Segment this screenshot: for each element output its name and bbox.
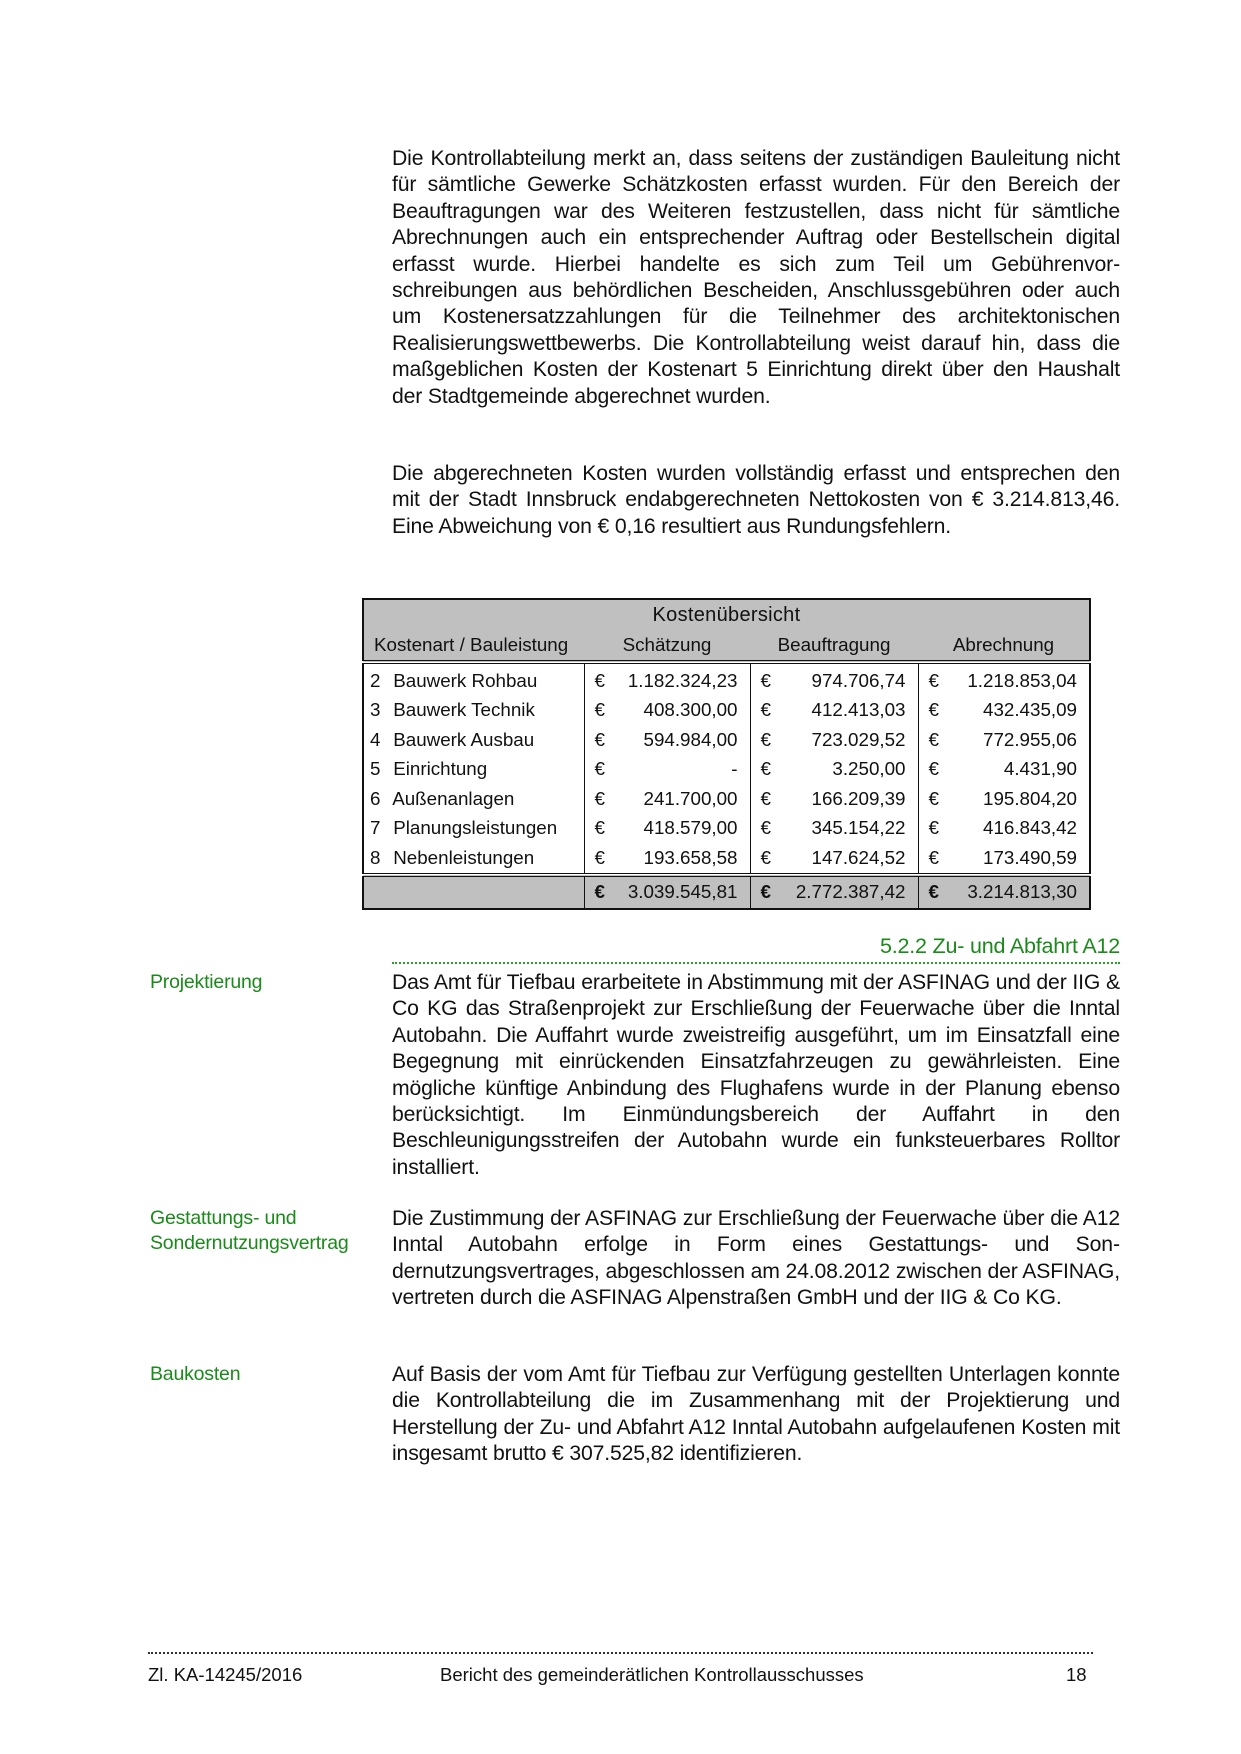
total-abrechnung: € 3.214.813,30: [918, 875, 1090, 909]
beauftragung-value: 147.624,52: [811, 846, 906, 868]
kostenart-label: Planungsleistungen: [393, 817, 558, 839]
euro-sign: €: [928, 881, 939, 902]
beauftragung-value: 166.209,39: [811, 787, 906, 809]
schaetzung-cell: [584, 662, 750, 696]
kostenart-number: 2: [370, 669, 381, 691]
kostenart-label: Bauwerk Rohbau: [393, 669, 538, 691]
kostenart-number: 7: [370, 817, 381, 839]
margin-label-baukosten: Baukosten: [150, 1363, 241, 1385]
abrechnung-value: 4.431,90: [1003, 758, 1077, 780]
kostenart-number: 4: [370, 728, 381, 750]
kostenart-label: Bauwerk Ausbau: [393, 728, 535, 750]
euro-sign: €: [594, 881, 605, 902]
abrechnung-value: 173.490,59: [983, 846, 1077, 868]
kostenart-cell: [363, 784, 584, 814]
abrechnung-cell: [918, 814, 1090, 844]
section-heading: 5.2.2 Zu- und Abfahrt A12: [879, 934, 1120, 958]
abrechnung-value: 416.843,42: [983, 817, 1077, 839]
euro-sign: €: [594, 728, 605, 750]
schaetzung-cell: [584, 696, 750, 726]
euro-sign: €: [928, 846, 939, 868]
section-divider: [392, 962, 1120, 964]
euro-sign: €: [760, 881, 771, 902]
abrechnung-cell: [918, 755, 1090, 785]
beauftragung-value: 345.154,22: [811, 817, 906, 839]
kostenart-label: Einrichtung: [393, 758, 488, 780]
table-row: [363, 725, 1090, 755]
abrechnung-value: 772.955,06: [983, 728, 1077, 750]
euro-sign: €: [760, 699, 771, 721]
footer-title: Bericht des gemeinderätlichen Kontrollausschusses: [440, 1664, 864, 1685]
table-row: [363, 843, 1090, 875]
schaetzung-cell: [584, 784, 750, 814]
kostenart-label: Nebenleistungen: [393, 846, 535, 868]
margin-label-gestattungsvertrag: Gestattungs- und Sondernutzungsvertrag: [150, 1207, 349, 1254]
beauftragung-cell: [750, 814, 918, 844]
beauftragung-value: 723.029,52: [811, 728, 906, 750]
abrechnung-cell: [918, 725, 1090, 755]
table-title-row: [363, 599, 1090, 630]
euro-sign: €: [594, 699, 605, 721]
table-title: Kostenübersicht: [363, 599, 1090, 630]
beauftragung-value: 3.250,00: [832, 758, 906, 780]
total-label-cell: [363, 875, 584, 909]
euro-sign: €: [760, 817, 771, 839]
euro-sign: €: [928, 787, 939, 809]
kostenart-number: 3: [370, 699, 381, 721]
column-header-abrechnung: Abrechnung: [918, 630, 1090, 662]
beauftragung-cell: [750, 696, 918, 726]
euro-sign: €: [594, 787, 605, 809]
column-header-beauftragung: Beauftragung: [750, 630, 918, 662]
paragraph-kontrollabteilung-anmerkung: Die Kontrollabteilung merkt an, dass seitens der zuständigen Bauleitung nicht für sämtliche Gewerke Schätzkosten erfasst wurden. Für den Bereich der Beauftragungen war des Weiteren festzustellen, dass nicht für sämtliche Abrechnungen auch ein entsprechender Auftrag oder Bestellschein digital erfasst wurde. Hierbei handelte es sich zum Teil um Gebührenvor-schreibungen aus behördlichen Bescheiden, Anschlussgebühren oder auch um Kostenersatzzahlungen für die Teilnehmer des architektonischen Realisierungswettbewerbs. Die Kontrollabteilung weist darauf hin, dass die maßgeblichen Kosten der Kostenart 5 Einrichtung direkt über den Haushalt der Stadtgemeinde abgerechnet wurden.: [392, 147, 1120, 408]
kostenart-cell: [363, 696, 584, 726]
kostenart-number: 6: [370, 787, 381, 809]
table-row: [363, 696, 1090, 726]
kostenart-cell: [363, 725, 584, 755]
table-total-row: [363, 875, 1090, 909]
euro-sign: €: [928, 669, 939, 691]
schaetzung-cell: [584, 755, 750, 785]
kostenart-label: Bauwerk Technik: [393, 699, 535, 721]
beauftragung-cell: [750, 725, 918, 755]
euro-sign: €: [928, 758, 939, 780]
beauftragung-value: 412.413,03: [811, 699, 906, 721]
table-row: [363, 814, 1090, 844]
schaetzung-value: 594.984,00: [643, 728, 738, 750]
euro-sign: €: [928, 817, 939, 839]
paragraph-abgerechnete-kosten: Die abgerechneten Kosten wurden vollständig erfasst und entsprechen den mit der Stadt Innsbruck endabgerechneten Nettokosten von € 3.214.813,46. Eine Abweichung von € 0,16 resultiert aus Rundungsfehlern.: [392, 462, 1120, 538]
beauftragung-cell: [750, 784, 918, 814]
kostenart-label: Außenanlagen: [392, 787, 515, 809]
kostenart-cell: [363, 755, 584, 785]
euro-sign: €: [760, 758, 771, 780]
table-header-row: [363, 630, 1090, 662]
total-schaetzung: € 3.039.545,81: [584, 875, 750, 909]
schaetzung-cell: [584, 725, 750, 755]
abrechnung-value: 432.435,09: [983, 699, 1077, 721]
abrechnung-value: 1.218.853,04: [967, 669, 1077, 691]
schaetzung-cell: [584, 843, 750, 875]
euro-sign: €: [594, 758, 605, 780]
kostenart-number: 8: [370, 846, 381, 868]
schaetzung-value: 408.300,00: [643, 699, 738, 721]
footer-page-number: 18: [1066, 1664, 1087, 1685]
beauftragung-value: 974.706,74: [811, 669, 906, 691]
footer-divider: [148, 1652, 1093, 1654]
euro-sign: €: [760, 846, 771, 868]
euro-sign: €: [928, 728, 939, 750]
abrechnung-cell: [918, 784, 1090, 814]
paragraph-gestattungsvertrag: Die Zustimmung der ASFINAG zur Erschließung der Feuerwache über die A12 Inntal Autobahn erfolge in Form eines Gestattungs- und Sondernutzungsvertrages, abgeschlossen am 24.08.2012 zwischen der ASFINAG, vertreten durch die ASFINAG Alpenstraßen GmbH und der IIG & Co KG.: [392, 1207, 1120, 1310]
paragraph-projektierung: Das Amt für Tiefbau erarbeitete in Abstimmung mit der ASFINAG und der IIG & Co KG das Straßenprojekt zur Erschließung der Feuerwache über die Inntal Autobahn. Die Auffahrt wurde zweistreifig ausgeführt, um im Einsatzfall eine Begegnung mit einrückenden Einsatzfahrzeugen zu gewährleisten. Eine mögliche künftige Anbindung des Flughafens wurde in der Planung ebenso berücksichtigt. Im Einmündungsbereich der Auffahrt in den Beschleunigungsstreifen der Autobahn wurde ein funksteuerbares Rolltor installiert.: [392, 971, 1120, 1179]
kostenart-number: 5: [370, 758, 381, 780]
beauftragung-cell: [750, 843, 918, 875]
table-row: [363, 755, 1090, 785]
abrechnung-cell: [918, 696, 1090, 726]
abrechnung-cell: [918, 843, 1090, 875]
euro-sign: €: [594, 669, 605, 691]
schaetzung-cell: [584, 814, 750, 844]
total-beauftragung: € 2.772.387,42: [750, 875, 918, 909]
beauftragung-cell: [750, 662, 918, 696]
schaetzung-value: 193.658,58: [643, 846, 738, 868]
footer-reference: Zl. KA-14245/2016: [148, 1664, 303, 1685]
table-row: [363, 784, 1090, 814]
beauftragung-cell: [750, 755, 918, 785]
euro-sign: €: [760, 787, 771, 809]
column-header-kostenart: Kostenart / Bauleistung: [363, 630, 584, 662]
euro-sign: €: [760, 669, 771, 691]
abrechnung-cell: [918, 662, 1090, 696]
schaetzung-value: 241.700,00: [643, 787, 738, 809]
euro-sign: €: [594, 817, 605, 839]
margin-label-projektierung: Projektierung: [150, 971, 263, 993]
column-header-schaetzung: Schätzung: [584, 630, 750, 662]
kostenart-cell: [363, 814, 584, 844]
paragraph-baukosten: Auf Basis der vom Amt für Tiefbau zur Verfügung gestellten Unterlagen konnte die Kontrollabteilung die im Zusammenhang mit der Projektierung und Herstellung der Zu- und Abfahrt A12 Inntal Autobahn aufgelaufenen Kosten mit insgesamt brutto € 307.525,82 identifizieren.: [392, 1363, 1120, 1466]
euro-sign: €: [594, 846, 605, 868]
cost-overview-table: [362, 598, 1091, 910]
kostenart-cell: [363, 662, 584, 696]
abrechnung-value: 195.804,20: [983, 787, 1077, 809]
schaetzung-value: 418.579,00: [643, 817, 738, 839]
table-row: [363, 662, 1090, 696]
euro-sign: €: [928, 699, 939, 721]
euro-sign: €: [760, 728, 771, 750]
kostenart-cell: [363, 843, 584, 875]
schaetzung-value: 1.182.324,23: [627, 669, 738, 691]
schaetzung-value: -: [731, 758, 738, 780]
